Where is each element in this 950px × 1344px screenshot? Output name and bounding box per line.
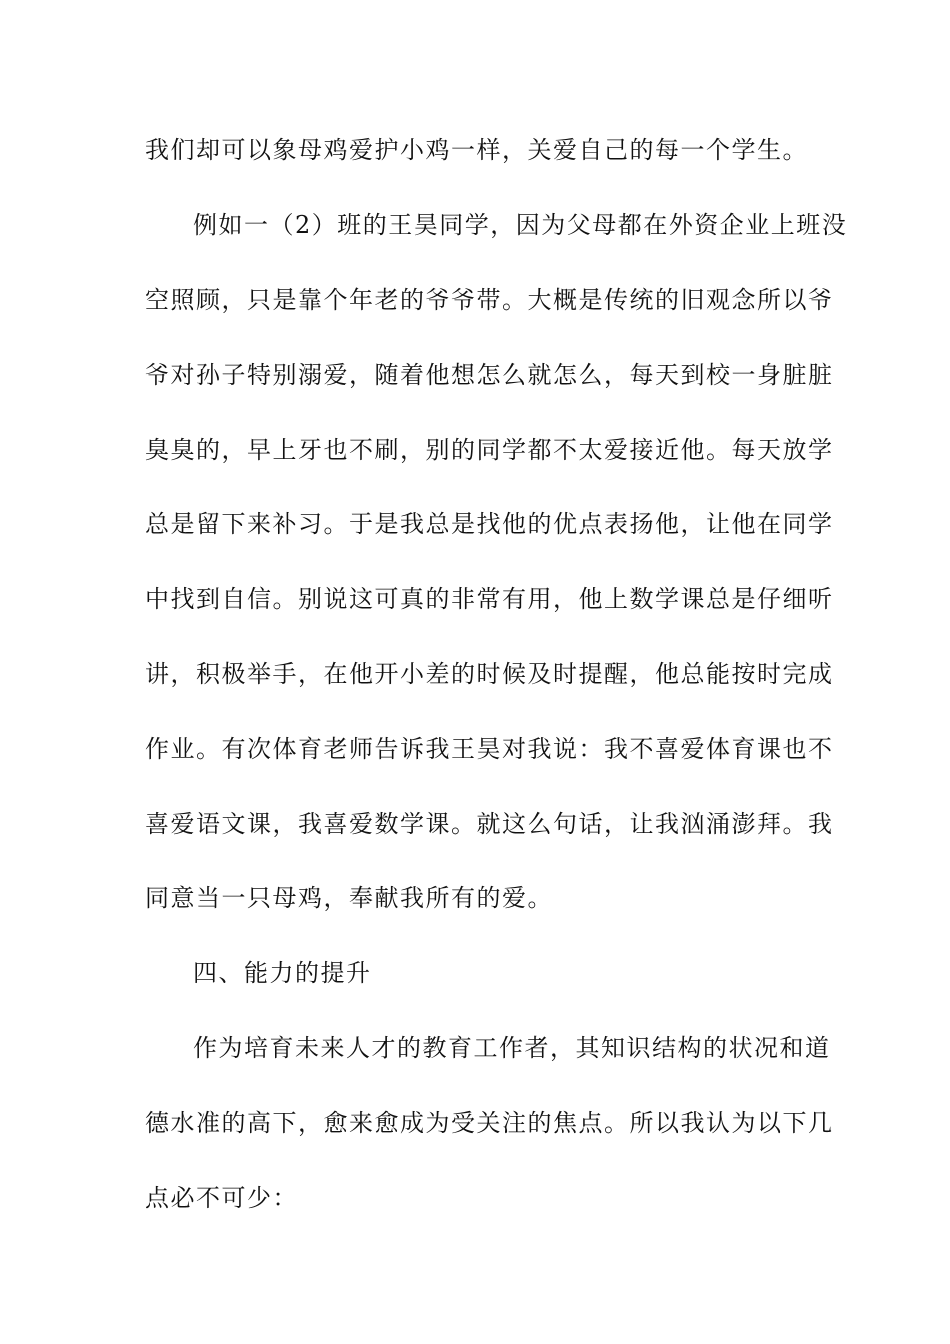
text-line: 总是留下来补习。于是我总是找他的优点表扬他，让他在同学 — [145, 510, 834, 538]
text-line: 作为培育未来人才的教育工作者，其知识结构的状况和道 — [193, 1034, 831, 1062]
text-line: 喜爱语文课，我喜爱数学课。就这么句话，让我汹涌澎拜。我 — [145, 810, 834, 838]
text-line: 同意当一只母鸡，奉献我所有的爱。 — [145, 884, 553, 912]
text-line: 臭臭的，早上牙也不刷，别的同学都不太爱接近他。每天放学 — [145, 436, 834, 464]
text-line: 爷对孙子特别溺爱，随着他想怎么就怎么，每天到校一身脏脏 — [145, 361, 834, 389]
text-line: 例如一（2）班的王昊同学，因为父母都在外资企业上班没 — [193, 211, 848, 239]
text-line: 我们却可以象母鸡爱护小鸡一样，关爱自己的每一个学生。 — [145, 136, 808, 164]
text-line: 点必不可少： — [145, 1184, 298, 1212]
text-line: 中找到自信。别说这可真的非常有用，他上数学课总是仔细听 — [145, 585, 834, 613]
section-heading: 四、能力的提升 — [193, 959, 372, 987]
text-line: 作业。有次体育老师告诉我王昊对我说：我不喜爱体育课也不 — [145, 735, 834, 763]
text-line: 德水准的高下，愈来愈成为受关注的焦点。所以我认为以下几 — [145, 1109, 834, 1137]
text-line: 空照顾，只是靠个年老的爷爷带。大概是传统的旧观念所以爷 — [145, 286, 834, 314]
text-line: 讲，积极举手，在他开小差的时候及时提醒，他总能按时完成 — [145, 660, 834, 688]
